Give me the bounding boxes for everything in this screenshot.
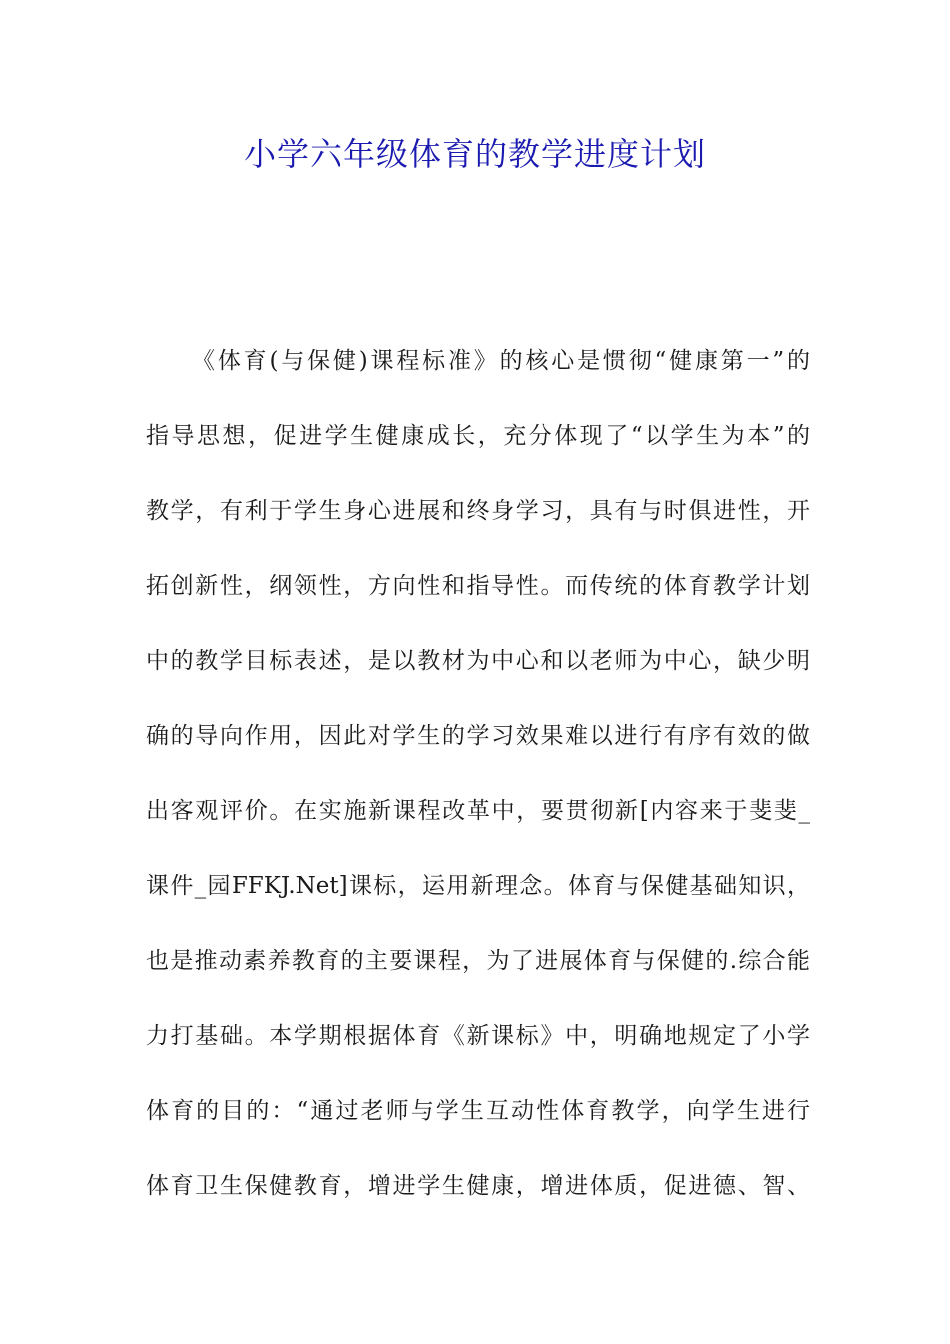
paragraph-line-2: 指导思想，促进学生健康成长，充分体现了“以学生为本”的 — [146, 423, 810, 449]
paragraph-line-5: 中的教学目标表述，是以教材为中心和以老师为中心，缺少明 — [146, 648, 810, 674]
paragraph-line-9: 也是推动素养教育的主要课程，为了进展体育与保健的.综合能 — [146, 948, 810, 974]
paragraph-line-12: 体育卫生保健教育，增进学生健康，增进体质，促进德、智、 — [146, 1173, 810, 1199]
paragraph-line-1: 《体育(与保健)课程标准》的核心是惯彻“健康第一”的 — [192, 348, 810, 374]
paragraph-line-10: 力打基础。本学期根据体育《新课标》中，明确地规定了小学 — [146, 1023, 810, 1049]
paragraph-line-8: 课件_园FFKJ.Net]课标，运用新理念。体育与保健基础知识， — [146, 873, 810, 899]
paragraph-line-3: 教学，有利于学生身心进展和终身学习，具有与时俱进性，开 — [146, 498, 810, 524]
paragraph-line-11: 体育的目的：“通过老师与学生互动性体育教学，向学生进行 — [146, 1098, 810, 1124]
document-title: 小学六年级体育的教学进度计划 — [243, 135, 706, 173]
paragraph-line-4: 拓创新性，纲领性，方向性和指导性。而传统的体育教学计划 — [146, 573, 810, 599]
document-body — [146, 336, 810, 1236]
paragraph-line-7: 出客观评价。在实施新课程改革中，要贯彻新[内容来于斐斐_ — [146, 798, 810, 824]
paragraph-line-6: 确的导向作用，因此对学生的学习效果难以进行有序有效的做 — [146, 723, 810, 749]
